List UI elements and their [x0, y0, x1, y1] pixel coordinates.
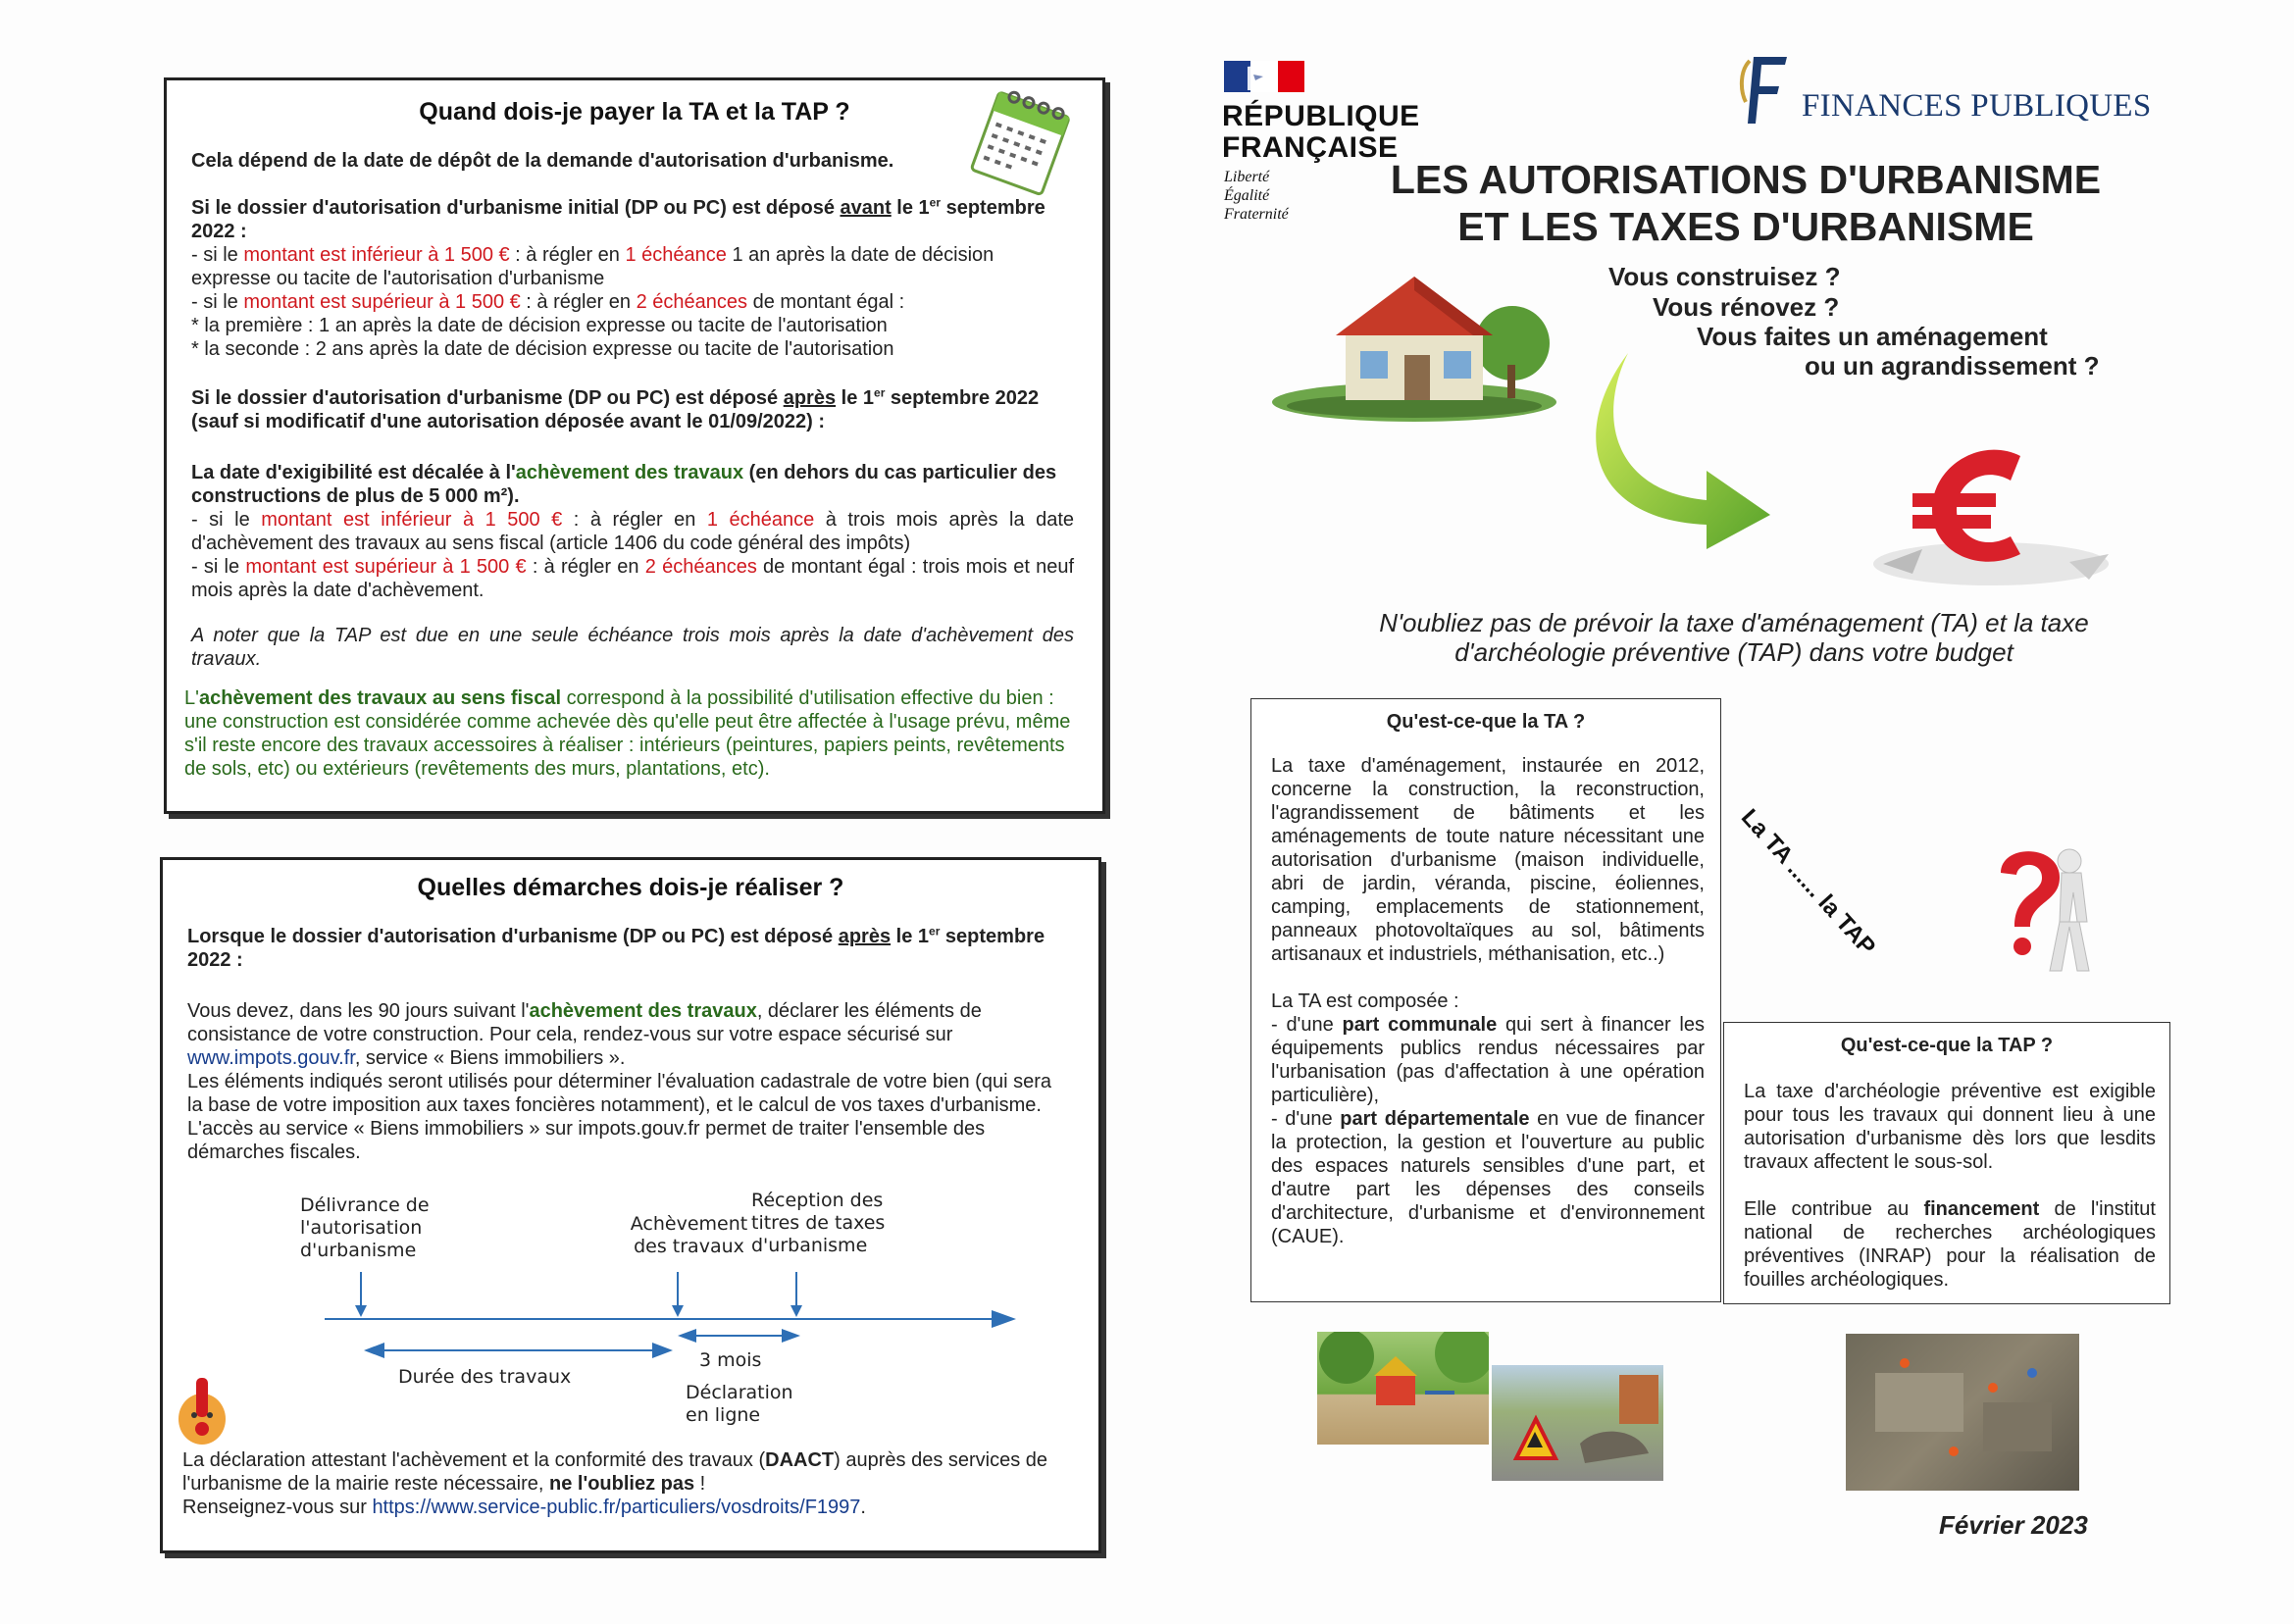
devise-fraternite: Fraternité: [1224, 206, 1289, 223]
republique-line2: FRANÇAISE: [1222, 131, 1399, 164]
devise-egalite: Égalité: [1224, 187, 1270, 204]
finances-publiques-logo-icon: [1736, 51, 1795, 127]
box-title: Quelles démarches dois-je réaliser ?: [417, 874, 844, 901]
tap-note: A noter que la TAP est due en une seule échéance trois mois après la date d'achèvement des travaux.: [191, 625, 1074, 670]
finances-publiques-label: FINANCES PUBLIQUES: [1802, 88, 2152, 124]
second-installment: * la seconde : 2 ans après la date de décision expresse ou tacite de l'autorisation: [191, 338, 894, 360]
question-construisez: Vous construisez ?: [1608, 262, 1841, 291]
access-text: L'accès au service « Biens immobiliers » sur impots.gouv.fr permet de traiter l'ensemble des démarches fiscales.: [187, 1118, 986, 1163]
declaration-text: Vous devez, dans les 90 jours suivant l'achèvement des travaux, déclarer les éléments de consistance de votre construction. Pour cela, rendez-vous sur votre espace sécurisé sur www.impots.gouv.fr, service « Biens immobiliers ».: [187, 1000, 982, 1069]
question-renovez: Vous rénovez ?: [1653, 292, 1840, 322]
republique-line1: RÉPUBLIQUE: [1222, 100, 1420, 132]
ta-info-box: [1250, 698, 1721, 1302]
ta-composition: La TA est composée :: [1271, 990, 1459, 1012]
timeline-3mois-label: 3 mois: [699, 1349, 762, 1371]
fiscal-definition: L'achèvement des travaux au sens fiscal correspond à la possibilité d'utilisation effective du bien : une construction est considérée comme achevée dès qu'elle peut être affectée à l'usage prévu, même s'il reste encore des travaux accessoires à réaliser : intérieurs (peintures, papiers peints, revêtements de sols, etc) ou extérieurs (revêtements des murs, plantations, etc).: [184, 687, 1071, 780]
section-before-heading: Si le dossier d'autorisation d'urbanisme initial (DP ou PC) est déposé avant le 1er septembre 2022 :: [191, 195, 1045, 242]
ta-definition: La taxe d'aménagement, instaurée en 2012, concerne la construction, la reconstruction, l'agrandissement de bâtiments et les aménagements de toute nature nécessitant une autorisation d'urbanisme (maison individuelle, abri de jardin, véranda, piscine, éoliennes, camping, emplacements de stationnement, panneaux photovoltaïques au sol, bâtiments artisanaux et industriels, méthanisation, etc..): [1271, 755, 1705, 965]
evaluation-text: Les éléments indiqués seront utilisés pour déterminer l'évaluation cadastrale de votre bien (qui sera la base de votre imposition aux taxes foncières notamment), et le calcul de vos taxes d'urbanisme.: [187, 1071, 1051, 1116]
impots-link[interactable]: www.impots.gouv.fr: [187, 1047, 355, 1069]
archaeology-photo: [1846, 1334, 2079, 1491]
main-title-line1: LES AUTORISATIONS D'URBANISME: [1390, 157, 2102, 202]
document-date: Février 2023: [1939, 1510, 2088, 1540]
service-public-text: Renseignez-vous sur https://www.service-public.fr/particuliers/vosdroits/F1997.: [182, 1497, 866, 1518]
green-arrow-icon: [1569, 353, 1785, 549]
question-mark-figure-icon: [1971, 834, 2109, 981]
payment-info-box: [164, 77, 1105, 814]
timeline-declaration-label: Déclaration en ligne: [686, 1382, 793, 1426]
intro-text: Cela dépend de la date de dépôt de la demande d'autorisation d'urbanisme.: [191, 150, 894, 172]
budget-reminder: N'oubliez pas de prévoir la taxe d'aménagement (TA) et la taxe d'archéologie préventive (TAP) dans votre budget: [1379, 608, 2089, 667]
section-after-heading: Si le dossier d'autorisation d'urbanisme (DP ou PC) est déposé après le 1er septembre 2022 (sauf si modificatif d'une autorisation déposée avant le 01/09/2022) :: [191, 385, 1040, 432]
devise-liberte: Liberté: [1224, 169, 1270, 185]
timeline-delivrance-label: Délivrance de l'autorisation d'urbanisme: [300, 1194, 430, 1261]
timeline-reception-label: Réception des titres de taxes d'urbanisme: [751, 1190, 886, 1256]
calendar-icon: [966, 82, 1074, 200]
timeline-duree-label: Durée des travaux: [398, 1366, 572, 1388]
tap-info-box: [1723, 1022, 2170, 1304]
playground-photo: [1317, 1332, 1489, 1445]
rule-after-over-1500: - si le montant est supérieur à 1 500 € : à régler en 2 échéances de montant égal : trois mois et neuf mois après la date d'achèvement.: [191, 556, 1075, 601]
exclamation-icon: [175, 1370, 229, 1448]
ta-tap-diagonal-text: La TA ...... la TAP: [1735, 804, 1881, 961]
timeline: [163, 1190, 1104, 1426]
tap-definition: La taxe d'archéologie préventive est exigible pour tous les travaux qui donnent lieu à une autorisation d'urbanisme dès lors que lesdits travaux affectent le sous-sol.: [1744, 1081, 2156, 1173]
procedures-box: [160, 857, 1101, 1553]
house-illustration: [1267, 257, 1561, 424]
exigibility-text: La date d'exigibilité est décalée à l'achèvement des travaux (en dehors du cas particulier des constructions de plus de 5 000 m²).: [191, 462, 1057, 507]
procedure-intro: Lorsque le dossier d'autorisation d'urbanisme (DP ou PC) est déposé après le 1er septembre 2022 :: [187, 924, 1045, 971]
ta-part-departementale: - d'une part départementale en vue de financer la protection, la gestion et l'ouverture au public des espaces naturels sensibles d'une part, et d'autre part les dépenses des conseils d'architecture, d'urbanisme et d'environnement (CAUE).: [1271, 1108, 1705, 1247]
ta-box-title: Qu'est-ce-que la TA ?: [1386, 711, 1586, 733]
timeline-achevement-label: Achèvement des travaux: [630, 1213, 748, 1257]
tap-box-title: Qu'est-ce-que la TAP ?: [1840, 1035, 2054, 1056]
service-public-link[interactable]: https://www.service-public.fr/particuliers/vosdroits/F1997: [372, 1497, 861, 1518]
rule-before-over-1500: - si le montant est supérieur à 1 500 € : à régler en 2 échéances de montant égal :: [191, 291, 905, 313]
first-installment: * la première : 1 an après la date de décision expresse ou tacite de l'autorisation: [191, 315, 888, 336]
question-agrandissement: ou un agrandissement ?: [1805, 351, 2100, 381]
euro-icon: [1854, 436, 2128, 593]
main-title-line2: ET LES TAXES D'URBANISME: [1457, 204, 2034, 249]
box-title: Quand dois-je payer la TA et la TAP ?: [419, 98, 850, 126]
question-amenagement: Vous faites un aménagement: [1697, 322, 2048, 351]
roadwork-photo: [1492, 1365, 1663, 1481]
rule-before-under-1500: - si le montant est inférieur à 1 500 € : à régler en 1 échéance 1 an après la date de décision expresse ou tacite de l'autorisation d'urbanisme: [191, 244, 994, 289]
ta-part-communale: - d'une part communale qui sert à financer les équipements publics rendus nécessaires par l'urbanisation (pas d'affectation à une opération particulière),: [1271, 1014, 1705, 1106]
marianne-logo: [1224, 61, 1304, 92]
daact-text: La déclaration attestant l'achèvement et la conformité des travaux (DAACT) auprès des services de l'urbanisme de la mairie reste nécessaire, ne l'oubliez pas !: [182, 1449, 1048, 1495]
tap-financing: Elle contribue au financement de l'institut national de recherches archéologiques préventives (INRAP) pour la réalisation de fouilles archéologiques.: [1744, 1198, 2156, 1291]
rule-after-under-1500: - si le montant est inférieur à 1 500 € : à régler en 1 échéance à trois mois après la date d'achèvement des travaux au sens fiscal (article 1406 du code général des impôts): [191, 509, 1075, 554]
